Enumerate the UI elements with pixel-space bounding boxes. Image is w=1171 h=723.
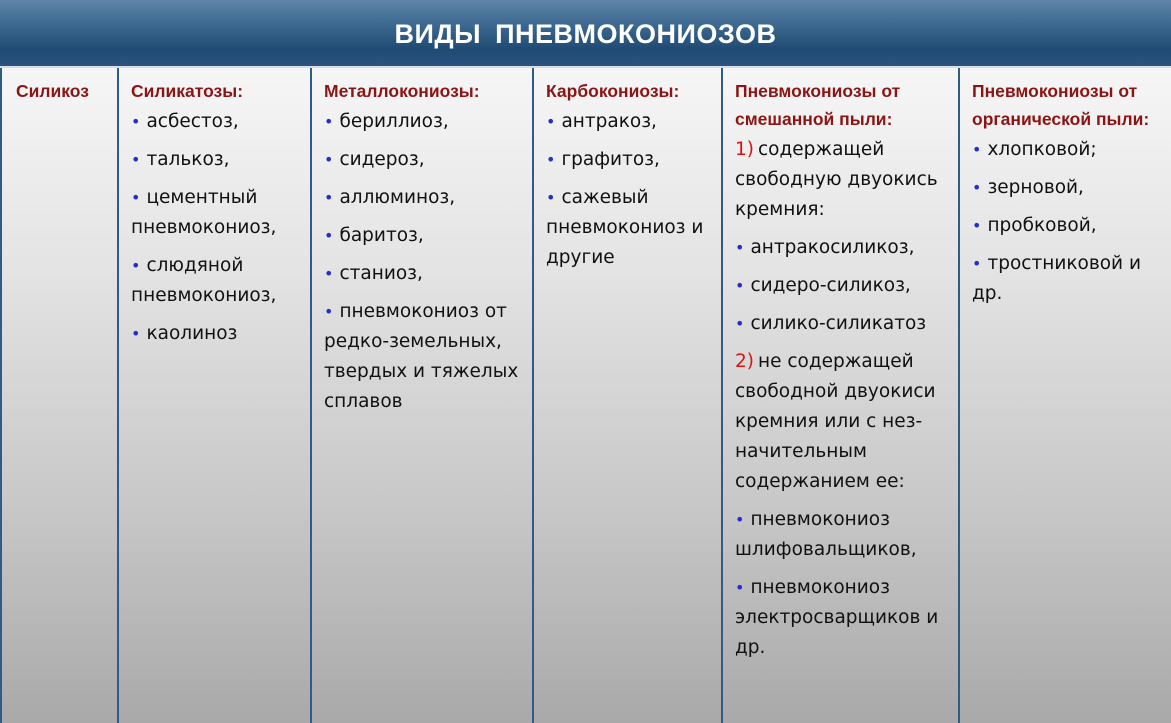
bullet-icon: • — [972, 178, 982, 197]
list-item: • сидероз, — [324, 149, 425, 170]
column-carboconioses — [532, 68, 721, 723]
column-mixed-dust — [721, 68, 958, 723]
column-metalloconioses — [310, 68, 532, 723]
bullet-icon: • — [324, 112, 334, 131]
list-item: • хлопковой; — [972, 139, 1097, 160]
page-title: ВИДЫ ПНЕВМОКОНИОЗОВ — [394, 19, 777, 49]
bullet-icon: • — [324, 188, 334, 207]
list-item: • талькоз, — [131, 149, 230, 170]
group-number: 1) — [735, 139, 754, 160]
column-organic-dust — [958, 68, 1171, 723]
column-silicatoses — [117, 68, 310, 723]
bullet-icon: • — [324, 226, 334, 245]
group-description: 1) содержащей свободную двуокись кремния: — [735, 139, 938, 220]
bullet-icon: • — [546, 150, 556, 169]
column-heading: Пневмокониозы от органической пыли: — [972, 81, 1150, 129]
bullet-icon: • — [546, 188, 556, 207]
bullet-icon: • — [972, 254, 982, 273]
classification-table — [0, 68, 1171, 723]
list-item: • аллюминоз, — [324, 187, 456, 208]
bullet-icon: • — [735, 578, 745, 597]
bullet-icon: • — [131, 256, 141, 275]
list-item: • антракоз, — [546, 111, 657, 132]
list-item: • станиоз, — [324, 263, 423, 284]
bullet-icon: • — [735, 238, 745, 257]
bullet-icon: • — [131, 150, 141, 169]
list-item: • баритоз, — [324, 225, 424, 246]
bullet-icon: • — [131, 188, 141, 207]
group-number: 2) — [735, 351, 754, 372]
bullet-icon: • — [131, 112, 141, 131]
column-heading: Силикатозы: — [131, 81, 244, 101]
list-item: • пневмокониоз электросварщиков и др. — [735, 577, 939, 658]
list-item: • силико-силикатоз — [735, 313, 927, 334]
column-heading: Металлокониозы: — [324, 81, 480, 101]
bullet-icon: • — [324, 150, 334, 169]
list-item: • слюдяной пневмокониоз, — [131, 255, 277, 306]
bullet-icon: • — [546, 112, 556, 131]
bullet-icon: • — [735, 510, 745, 529]
list-item: • бериллиоз, — [324, 111, 449, 132]
group-description: 2) не содержащей свободной двуокиси кремния или с нез-начительным содержанием ее: — [735, 351, 936, 492]
title-bar — [0, 0, 1171, 68]
list-item: • пневмокониоз от редко-земельных, твердых и тяжелых сплавов — [324, 301, 519, 412]
list-item: • графитоз, — [546, 149, 660, 170]
column-silicosis — [0, 68, 117, 723]
list-item: • антракосиликоз, — [735, 237, 915, 258]
list-item: • каолиноз — [131, 323, 238, 344]
column-heading: Карбокониозы: — [546, 81, 680, 101]
list-item: • пневмокониоз шлифовальщиков, — [735, 509, 917, 560]
bullet-icon: • — [972, 216, 982, 235]
bullet-icon: • — [324, 264, 334, 283]
bullet-icon: • — [735, 314, 745, 333]
list-item: • зерновой, — [972, 177, 1084, 198]
bullet-icon: • — [131, 324, 141, 343]
column-heading: Силикоз — [16, 81, 89, 101]
list-item: • цементный пневмокониоз, — [131, 187, 277, 238]
column-heading: Пневмокониозы от смешанной пыли: — [735, 81, 901, 129]
list-item: • сидеро-силикоз, — [735, 275, 911, 296]
list-item: • тростниковой и др. — [972, 253, 1141, 304]
list-item: • асбестоз, — [131, 111, 239, 132]
bullet-icon: • — [324, 302, 334, 321]
list-item: • сажевый пневмокониоз и другие — [546, 187, 704, 268]
bullet-icon: • — [735, 276, 745, 295]
list-item: • пробковой, — [972, 215, 1097, 236]
bullet-icon: • — [972, 140, 982, 159]
